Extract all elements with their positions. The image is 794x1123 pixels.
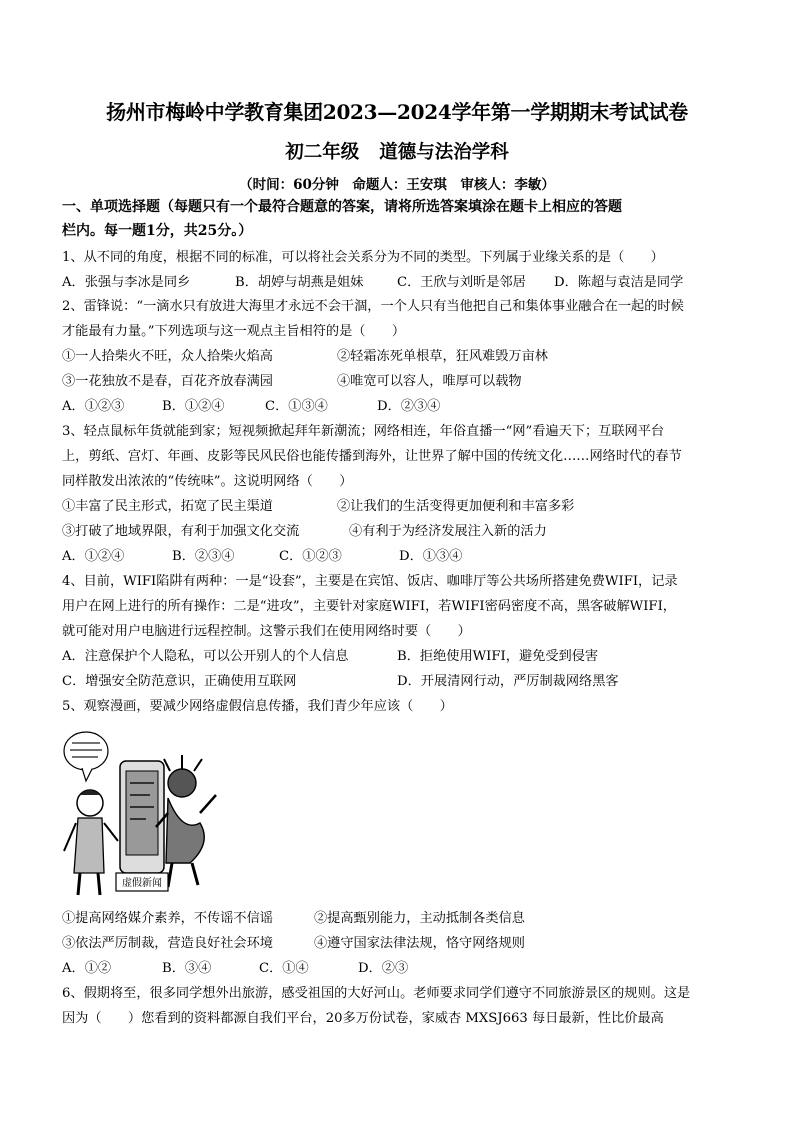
q2-option-b: B．①②④ [162,399,225,414]
q4-option-c: C．增强安全防范意识，正确使用互联网 [62,674,297,689]
q3-option-d: D．①③④ [399,549,463,564]
q2-option-a: A．①②③ [62,399,125,414]
grade-label: 初二年级 [285,142,360,163]
q3-item-1: ①丰富了民主形式，拓宽了民主渠道 [62,499,273,514]
q4-option-b: B．拒绝使用WIFI，避免受到侵害 [397,649,599,664]
q2-option-d: D．②③④ [377,399,441,414]
q3-option-b: B．②③④ [172,549,235,564]
q2-item-3: ③一花独放不是春，百花齐放春满园 [62,374,273,389]
section-heading-cont: 栏内。每一题1分，共25分。） [62,223,253,239]
q1-option-b: B．胡婷与胡燕是姐妹 [235,275,364,290]
question-4-stem: 4、目前，WIFI陷阱有两种：一是“设套”，主要是在宾馆、饭店、咖啡厅等公共场所搭建免费WIFI，记录 [62,574,678,589]
question-1-stem: 1、从不同的角度，根据不同的标准，可以将社会关系分为不同的类型。下列属于业缘关系的是（ ） [62,250,664,265]
q5-option-a: A．①② [62,961,112,976]
q1-option-a: A．张强与李冰是同乡 [62,275,191,290]
q2-item-2: ②轻霜冻死单根草，狂风难毁万亩林 [337,349,548,364]
q4-option-d: D．开展清网行动，严厉制裁网络黑客 [397,674,619,689]
question-3-stem: 3、轻点鼠标年货就能到家；短视频掀起拜年新潮流；网络相连，年俗直播一“网”看遍天下；互联网平台 [62,424,665,439]
exam-title: 扬州市梅岭中学教育集团2023—2024学年第一学期期末考试试卷 [106,100,688,124]
q5-option-d: D．②③ [358,961,409,976]
q2-option-c: C．①③④ [265,399,328,414]
question-6-stem-cont: 因为（ ）您看到的资料都源自我们平台，20多万份试卷，家威杏 MXSJ663 每日最新，性比价最高 [62,1011,664,1026]
q2-item-1: ①一人拾柴火不旺，众人拾柴火焰高 [62,349,273,364]
q5-item-4: ④遵守国家法律法规，恪守网络规则 [314,936,525,951]
exam-meta: （时间：60分钟 命题人：王安琪 审核人：李敏） [239,177,555,193]
question-5-stem: 5、观察漫画，要减少网络虚假信息传播，我们青少年应该（ ） [62,699,453,714]
question-2-stem-cont: 才能最有力量。”下列选项与这一观点主旨相符的是（ ） [62,324,406,339]
section-heading: 一、单项选择题（每题只有一个最符合题意的答案，请将所选答案填涂在题卡上相应的答题 [62,199,622,215]
cartoon-label: 虚假新闻 [122,878,162,889]
q1-option-d: D．陈超与袁洁是同学 [554,275,684,290]
q5-cartoon-image [60,723,220,899]
q3-item-3: ③打破了地域界限，有利于加强文化交流 [62,524,300,539]
q1-option-c: C．王欣与刘昕是邻居 [397,275,526,290]
q5-option-c: C．①④ [259,961,309,976]
q5-item-2: ②提高甄别能力，主动抵制各类信息 [314,911,525,926]
question-6-stem: 6、假期将至，很多同学想外出旅游，感受祖国的大好河山。老师要求同学们遵守不同旅游景区的规则。这是 [62,986,691,1001]
q5-item-1: ①提高网络媒介素养，不传谣不信谣 [62,911,273,926]
cartoon-drawing [60,723,220,899]
q3-item-2: ②让我们的生活变得更加便利和丰富多彩 [337,499,575,514]
question-4-stem-cont: 用户在网上进行的所有操作：二是“进攻”，主要针对家庭WIFI，若WIFI密码密度不高，黑客破解WIFI， [62,599,676,614]
subject-label: 道德与法治学科 [379,142,509,163]
question-3-stem-cont2: 同样散发出浓浓的“传统味”。这说明网络（ ） [62,474,353,489]
q3-option-a: A．①②④ [62,549,125,564]
question-3-stem-cont: 上，剪纸、宫灯、年画、皮影等民风民俗也能传播到海外，让世界了解中国的传统文化……网络时代的春节 [62,449,682,464]
q5-option-b: B．③④ [162,961,212,976]
question-2-stem: 2、雷锋说：“一滴水只有放进大海里才永远不会干涸，一个人只有当他把自己和集体事业融合在一起的时候 [62,299,684,314]
q4-option-a: A．注意保护个人隐私，可以公开别人的个人信息 [62,649,349,664]
exam-subtitle [0,138,794,164]
q5-item-3: ③依法严厉制裁，营造良好社会环境 [62,936,273,951]
question-4-stem-cont2: 就可能对用户电脑进行远程控制。这警示我们在使用网络时要（ ） [62,624,471,639]
q3-option-c: C．①②③ [279,549,342,564]
q2-item-4: ④唯宽可以容人，唯厚可以载物 [337,374,522,389]
q3-item-4: ④有利于为经济发展注入新的活力 [349,524,547,539]
